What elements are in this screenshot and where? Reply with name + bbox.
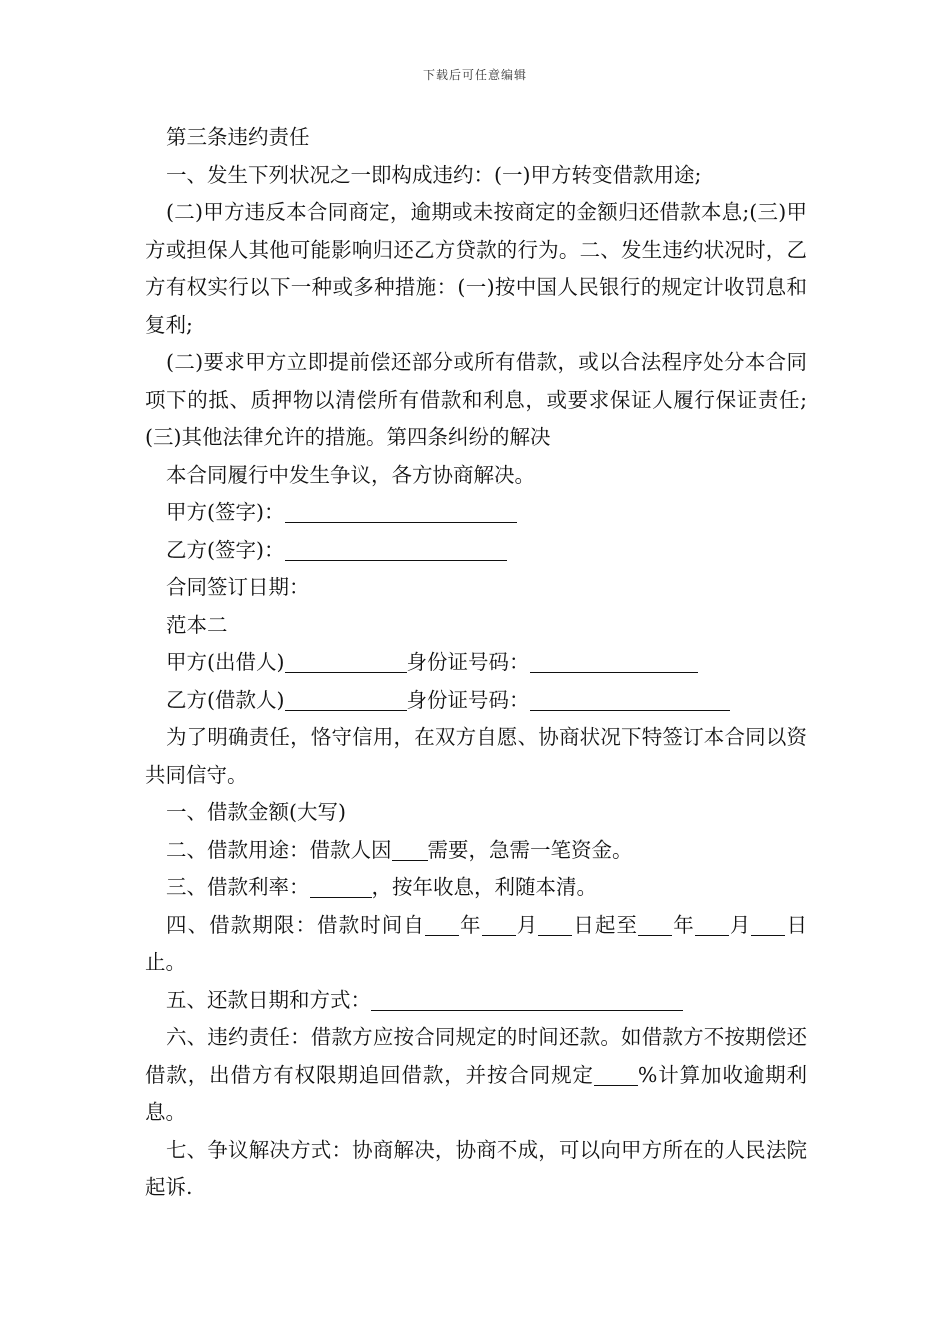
borrower-id-label: 身份证号码： (406, 687, 530, 712)
borrower-id-blank[interactable] (530, 688, 730, 711)
sign-date: 合同签订日期： (166, 575, 310, 599)
signature-blank-party-a[interactable] (285, 500, 517, 523)
start-year-label: 年 (458, 912, 482, 937)
breach-clause-3: (二)要求甲方立即提前偿还部分或所有借款，或以合法程序处分本合同项下的抵、质押物以清偿所有借款和利息，或要求保证人履行保证责任;(三)其他法律允许的措施。第四条纠纷的解决 (145, 350, 807, 449)
loan-purpose-text-a: 二、借款用途：借款人因 (166, 837, 392, 862)
lender-label: 甲方(出借人) (166, 650, 285, 674)
item-loan-purpose (145, 832, 807, 870)
start-day-label: 日起至 (572, 912, 639, 937)
breach-clause-2: (二)甲方违反本合同商定，逾期或未按商定的金额归还借款本息;(三)甲方或担保人其他可能影响归还乙方贷款的行为。二、发生违约状况时，乙方有权实行以下一种或多种措施：(一)按中国人民银行的规定计收罚息和复利; (145, 200, 807, 337)
document-body (145, 119, 807, 1207)
template-title: 范本二 (166, 612, 228, 637)
overdue-rate-blank[interactable] (594, 1063, 638, 1086)
loan-purpose-blank[interactable] (392, 838, 428, 861)
start-month-label: 月 (515, 912, 539, 937)
end-month-blank[interactable] (695, 913, 729, 936)
repayment-blank[interactable] (371, 988, 683, 1011)
start-month-blank[interactable] (482, 913, 516, 936)
lender-name-blank[interactable] (285, 650, 407, 673)
item-repayment (145, 982, 807, 1020)
contract-intro: 为了明确责任，恪守信用，在双方自愿、协商状况下特签订本合同以资共同信守。 (145, 725, 807, 787)
signature-line-party-a (145, 494, 807, 532)
page-header: 下载后可任意编辑 (422, 68, 527, 82)
breach-liability-text-b: %计算加收逾期利息。 (145, 1062, 807, 1124)
lender-line (145, 644, 807, 682)
signature-blank-party-b[interactable] (285, 538, 507, 561)
article-3-title: 第三条违约责任 (166, 125, 310, 149)
lender-id-label: 身份证号码： (406, 650, 530, 674)
borrower-name-blank[interactable] (285, 688, 407, 711)
signature-label-party-a: 甲方(签字)： (166, 500, 285, 524)
breach-liability-text-a: 六、违约责任：借款方应按合同规定的时间还款。如借款方不按期偿还借款，出借方有权限期追回借款，并按合同规定 (145, 1025, 807, 1087)
signature-line-party-b (145, 532, 807, 570)
loan-term-text: 四、借款期限：借款时间自 (166, 912, 425, 937)
end-day-blank[interactable] (751, 913, 785, 936)
end-year-label: 年 (672, 912, 695, 937)
start-day-blank[interactable] (538, 913, 572, 936)
loan-purpose-text-b: 需要，急需一笔资金。 (427, 837, 633, 862)
borrower-line (145, 682, 807, 720)
lender-id-blank[interactable] (530, 650, 698, 673)
item-interest-rate (145, 869, 807, 907)
interest-rate-blank[interactable] (310, 875, 372, 898)
item-breach-liability (145, 1019, 807, 1132)
end-day-label: 日止。 (145, 912, 808, 974)
repayment-label: 五、还款日期和方式： (166, 987, 371, 1012)
item-loan-amount: 一、借款金额(大写) (166, 800, 346, 824)
dispute-clause: 本合同履行中发生争议，各方协商解决。 (166, 462, 535, 487)
start-year-blank[interactable] (425, 913, 459, 936)
borrower-label: 乙方(借款人) (166, 687, 285, 712)
signature-label-party-b: 乙方(签字)： (166, 537, 285, 562)
interest-rate-text-b: ，按年收息，利随本清。 (371, 875, 597, 899)
breach-clause-1: 一、发生下列状况之一即构成违约：(一)甲方转变借款用途; (166, 162, 702, 187)
item-dispute-resolution: 七、争议解决方式：协商解决，协商不成，可以向甲方所在的人民法院起诉. (145, 1137, 807, 1199)
interest-rate-text-a: 三、借款利率： (166, 875, 310, 899)
end-year-blank[interactable] (638, 913, 672, 936)
end-month-label: 月 (728, 912, 752, 937)
item-loan-term (145, 907, 807, 982)
